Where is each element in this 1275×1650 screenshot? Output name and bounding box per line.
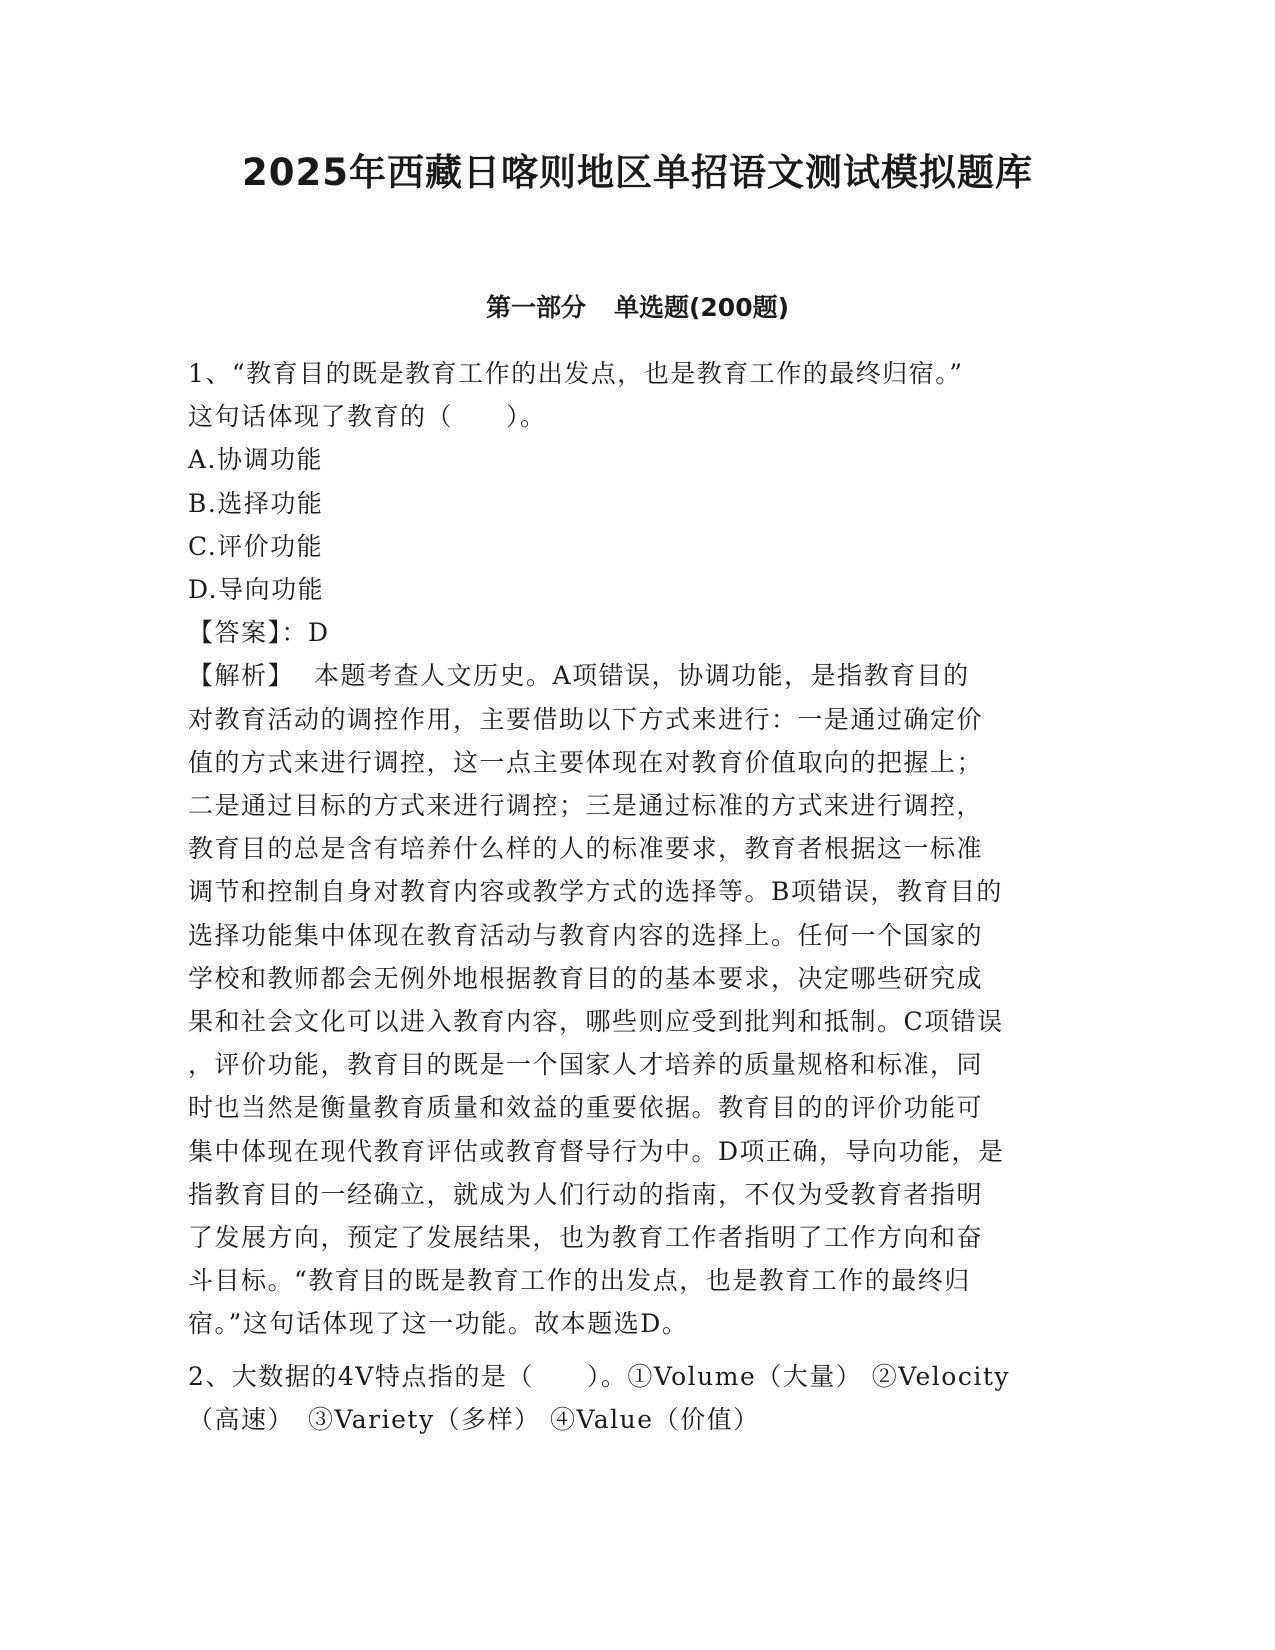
- analysis-line: 二是通过目标的方式来进行调控；三是通过标准的方式来进行调控，: [188, 791, 984, 821]
- section-name: 单选题(200题): [613, 293, 790, 322]
- answer-label: 【答案】：: [188, 618, 309, 648]
- option-d: D.导向功能: [188, 575, 325, 605]
- question-stem-line: 2、大数据的4V特点指的是（ ）。①Volume（大量） ②Velocity: [188, 1361, 1010, 1391]
- analysis-line: 调节和控制自身对教育内容或教学方式的选择等。B项错误，教育目的: [188, 877, 1003, 907]
- analysis-line: 值的方式来进行调控，这一点主要体现在对教育价值取向的把握上；: [188, 747, 984, 777]
- analysis-line: 时也当然是衡量教育质量和效益的重要依据。教育目的的评价功能可: [188, 1093, 984, 1123]
- option-a: A.协调功能: [188, 445, 324, 475]
- analysis-line: [188, 654, 1078, 697]
- section-part: 第一部分: [485, 293, 586, 322]
- analysis-line: 斗目标。“教育目的既是教育工作的出发点，也是教育工作的最终归: [188, 1266, 971, 1296]
- option-c: C.评价功能: [188, 531, 324, 561]
- analysis-line: 对教育活动的调控作用，主要借助以下方式来进行：一是通过确定价: [188, 704, 984, 734]
- analysis-line: 选择功能集中体现在教育活动与教育内容的选择上。任何一个国家的: [188, 920, 984, 950]
- question-1: [188, 352, 1078, 1346]
- analysis-label: 【解析】: [188, 661, 295, 691]
- analysis-line: 宿。”这句话体现了这一功能。故本题选D。: [188, 1309, 689, 1339]
- answer-line: [188, 611, 1078, 654]
- analysis-line: 果和社会文化可以进入教育内容，哪些则应受到批判和抵制。C项错误: [188, 1007, 1004, 1037]
- question-stem-line: 这句话体现了教育的（ ）。: [188, 402, 547, 432]
- question-stem-line: 1、“教育目的既是教育工作的出发点，也是教育工作的最终归宿。”: [188, 359, 964, 388]
- analysis-line: 教育目的总是含有培养什么样的人的标准要求，教育者根据这一标准: [188, 834, 984, 864]
- analysis-line: 了发展方向，预定了发展结果，也为教育工作者指明了工作方向和奋: [188, 1223, 984, 1253]
- analysis-line: 指教育目的一经确立，就成为人们行动的指南，不仅为受教育者指明: [188, 1179, 984, 1209]
- question-stem-line: （高速） ③Variety（多样） ④Value（价值）: [188, 1404, 760, 1434]
- question-2: [188, 1355, 1078, 1441]
- analysis-text: 本题考查人文历史。A项错误，协调功能，是指教育目的: [314, 661, 970, 691]
- option-b: B.选择功能: [188, 488, 324, 518]
- document-title: 2025年西藏日喀则地区单招语文测试模拟题库: [242, 151, 1033, 194]
- analysis-line: ，评价功能，教育目的既是一个国家人才培养的质量规格和标准，同: [188, 1050, 984, 1080]
- section-title: [0, 290, 1275, 326]
- answer-value: D: [308, 618, 330, 648]
- analysis-line: 学校和教师都会无例外地根据教育目的的基本要求，决定哪些研究成: [188, 963, 984, 993]
- question-list: [188, 352, 1078, 1441]
- analysis-line: 集中体现在现代教育评估或教育督导行为中。D项正确，导向功能，是: [188, 1136, 1005, 1166]
